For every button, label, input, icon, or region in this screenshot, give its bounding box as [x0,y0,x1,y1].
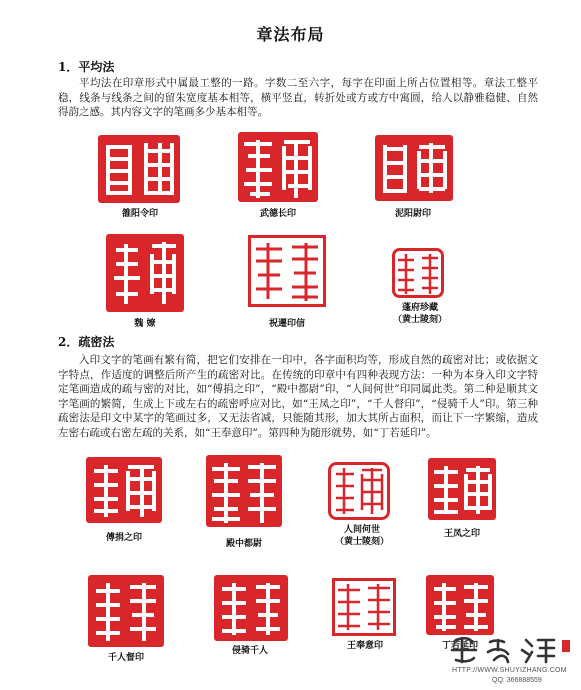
seal-caption: 祝遷印信 [268,319,305,329]
section-heading-1: 1．平均法 [58,60,115,74]
seal-wang-feng [428,458,496,520]
watermark-url: HTTP://WWW.SHUYIZHANG.COM [452,667,567,674]
seal-caption: 王奉意印 [346,641,383,651]
page-title: 章法布局 [256,25,325,44]
seal-caption: 侵骑千人 [231,646,268,656]
seal-caption: 王凤之印 [443,529,480,539]
seal-renjian-heshi [328,462,390,520]
seal-wei-liao [106,234,184,312]
seal-ding-ruoyan [426,575,494,635]
seal-caption: 人间何世 （黄士陵刻） [334,525,389,547]
seal-qianren-du [88,575,164,647]
seal-caption: 雒阳令印 [121,209,158,219]
seal-caption: 千人督印 [107,653,144,663]
seal-pengfu-zhencang [392,248,444,298]
seal-wude-zhang [238,132,318,202]
seal-luoyang-ling [98,135,180,203]
seal-fu-juan-zhi [86,457,162,523]
seal-wang-fengyi [332,578,396,636]
seal-niyang-wei [375,135,453,201]
seal-caption: 泥阳尉印 [394,209,431,219]
seal-caption: 武德长印 [259,209,296,219]
seal-caption: 魏 嫽 [134,319,156,329]
seal-qinqi-qianren [214,575,288,641]
seal-dianzhong-duwei [206,455,282,527]
section-heading-2: 2．疏密法 [58,335,115,349]
seal-caption: 殿中都尉 [225,539,262,549]
section-paragraph-2: 入印文字的笔画有繁有简，把它们安排在一印中，各字面积均等，形成自然的疏密对比；或依据文字特点，作适度的调整后所产生的疏密对比。在传统的印章中有四种表现方法：一种为本身入印文字特定笔画造成的疏与密的对比，如“傅捐之印”，“殿中都尉”印，“人间何世”印同属此类。第二种是顺其文字笔画的繁简，生成上下或左右的疏密呼应对比，如“王凤之印”，“千人督印”，“侵骑千人”印。第三种疏密法是印文中某字的笔画过多，又无法省减，只能随其形，加大其所占面积，而让下一字繁缩，造成左密右疏或右密左疏的关系，如“王奉意印”。第四种为随形就势，如“丁若延印”。 [58,354,538,439]
watermark-qq: QQ: 366888559 [492,677,542,684]
seal-zhu-qian [248,235,326,307]
seal-caption: 傅捐之印 [105,533,142,543]
seal-caption: 丁若延印 [441,641,478,651]
seal-caption: 蓬府珍藏 （黄士陵刻） [392,303,447,325]
section-paragraph-1: 平均法在印章形式中属最工整的一路。字数二至六字，每字在印面上所占位置相等。章法工整平稳，线条与线条之间的留朱宽度基本相等，横平竖直，转折处或方或方中寓圆，给人以静雅稳健、自然得韵之感。其内容文字的笔画多少基本相等。 [58,77,538,119]
